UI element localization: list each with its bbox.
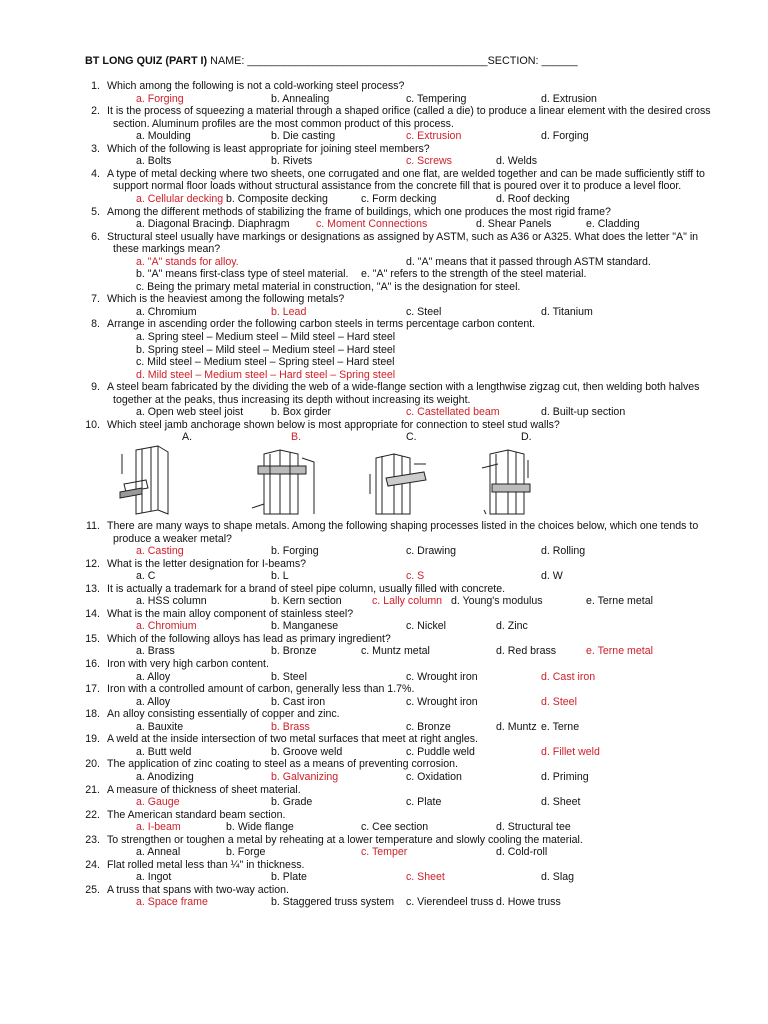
question-text: Which steel jamb anchorage shown below is most appropriate for connection to steel stud walls? bbox=[107, 418, 560, 431]
answer-option[interactable]: c. Muntz metal bbox=[361, 645, 430, 658]
question-text: produce a weaker metal? bbox=[113, 532, 232, 545]
question-text: It is the process of squeezing a material through a shaped orifice (called a die) to produce a linear element with the desired cross bbox=[107, 105, 711, 118]
question-text: The American standard beam section. bbox=[107, 808, 286, 821]
answer-option[interactable]: c. Wrought iron bbox=[406, 670, 478, 683]
answer-option[interactable]: d. Priming bbox=[541, 770, 589, 783]
figure-choice-label[interactable]: C. bbox=[406, 431, 417, 444]
question-text: section. Aluminum profiles are the most common product of this process. bbox=[113, 117, 454, 130]
answer-option[interactable]: c. S bbox=[406, 570, 425, 583]
answer-option[interactable]: c. Oxidation bbox=[406, 770, 462, 783]
answer-option[interactable]: d. Fillet weld bbox=[541, 745, 600, 758]
answer-option[interactable]: a. Space frame bbox=[136, 896, 208, 909]
answer-option[interactable]: c. Plate bbox=[406, 796, 442, 809]
question-number: 16. bbox=[85, 658, 100, 670]
answer-option[interactable]: b. Cast iron bbox=[271, 695, 326, 708]
question-text: An alloy consisting essentially of copper and zinc. bbox=[107, 708, 340, 721]
answer-option[interactable]: c. Mild steel – Medium steel – Spring steel – Hard steel bbox=[136, 356, 395, 369]
question-number: 13. bbox=[85, 582, 100, 595]
question-text: Which among the following is not a cold-working steel process? bbox=[107, 80, 405, 92]
answer-option[interactable]: c. Moment Connections bbox=[316, 218, 428, 231]
answer-option[interactable]: a. Anodizing bbox=[136, 770, 194, 783]
answer-option[interactable]: e. Terne metal bbox=[586, 595, 653, 608]
answer-option[interactable]: a. Bolts bbox=[136, 155, 172, 168]
answer-option[interactable]: d. Extrusion bbox=[541, 92, 597, 105]
answer-option[interactable]: b. Grade bbox=[271, 796, 313, 809]
answer-option[interactable]: b. Steel bbox=[271, 670, 307, 683]
answer-option[interactable]: d. Shear Panels bbox=[476, 218, 552, 231]
question-text: The application of zinc coating to steel as a means of preventing corrosion. bbox=[107, 758, 458, 771]
answer-option[interactable]: d. Structural tee bbox=[496, 821, 571, 834]
answer-option[interactable]: c. Lally column bbox=[372, 595, 443, 608]
question-text: What is the main alloy component of stainless steel? bbox=[107, 607, 354, 620]
answer-option[interactable]: a. Chromium bbox=[136, 305, 197, 318]
answer-option[interactable]: a. Moulding bbox=[136, 130, 191, 143]
answer-option[interactable]: c. Bronze bbox=[406, 720, 451, 733]
answer-option[interactable]: b. "A" means first-class type of steel material. bbox=[136, 268, 349, 281]
jamb-figure-b bbox=[250, 444, 318, 516]
answer-option[interactable]: b. Groove weld bbox=[271, 745, 343, 758]
answer-option[interactable]: e. "A" refers to the strength of the steel material. bbox=[361, 268, 587, 281]
answer-option[interactable]: a. Alloy bbox=[136, 670, 171, 683]
jamb-figure-c bbox=[366, 444, 434, 516]
question-text: Among the different methods of stabilizing the frame of buildings, which one produces the most rigid frame? bbox=[107, 205, 611, 218]
answer-option[interactable]: e. Cladding bbox=[586, 218, 640, 231]
section-label: SECTION: bbox=[487, 55, 539, 67]
answer-option[interactable]: c. Vierendeel truss bbox=[406, 896, 494, 909]
answer-option[interactable]: a. Bauxite bbox=[136, 720, 184, 733]
answer-option[interactable]: c. Being the primary metal material in construction, "A" is the designation for steel. bbox=[136, 280, 521, 293]
figure-choice-label[interactable]: A. bbox=[182, 431, 193, 444]
answer-option[interactable]: a. HSS column bbox=[136, 595, 207, 608]
answer-option[interactable]: a. Forging bbox=[136, 92, 184, 105]
question-number: 6. bbox=[91, 230, 100, 243]
question-text: Arrange in ascending order the following carbon steels in terms percentage carbon content. bbox=[107, 318, 536, 331]
answer-option[interactable]: b. Die casting bbox=[271, 130, 336, 143]
question-number: 17. bbox=[85, 683, 100, 696]
answer-option[interactable]: b. Manganese bbox=[271, 620, 339, 633]
answer-option[interactable]: d. Muntz bbox=[496, 720, 537, 733]
answer-option[interactable]: b. Forging bbox=[271, 545, 319, 558]
answer-option[interactable]: b. Galvanizing bbox=[271, 770, 339, 783]
question-text: support normal floor loads without structural assistance from the concrete fill that is poured over it to produce a level floor. bbox=[113, 180, 682, 193]
figure-choice-label[interactable]: B. bbox=[291, 431, 302, 444]
answer-option[interactable]: a. Brass bbox=[136, 645, 175, 658]
question-number: 22. bbox=[85, 808, 100, 821]
question-text: Iron with a controlled amount of carbon, generally less than 1.7%. bbox=[107, 683, 415, 696]
answer-option[interactable]: d. Zinc bbox=[496, 620, 528, 633]
answer-option[interactable]: c. Temper bbox=[361, 846, 408, 859]
answer-option[interactable]: d. Forging bbox=[541, 130, 589, 143]
question-number: 4. bbox=[91, 167, 100, 180]
answer-option[interactable]: b. Bronze bbox=[271, 645, 317, 658]
figure-choice-label[interactable]: D. bbox=[521, 431, 532, 444]
question-number: 7. bbox=[91, 293, 100, 306]
question-number: 20. bbox=[85, 758, 100, 771]
section-blank: ______ bbox=[541, 55, 578, 67]
question-number: 12. bbox=[85, 557, 100, 570]
question-text: Iron with very high carbon content. bbox=[107, 658, 269, 670]
answer-option[interactable]: a. Casting bbox=[136, 545, 184, 558]
answer-option[interactable]: b. Diaphragm bbox=[226, 218, 290, 231]
answer-option[interactable]: a. Anneal bbox=[136, 846, 181, 859]
question-number: 19. bbox=[85, 733, 100, 746]
answer-option[interactable]: b. Kern section bbox=[271, 595, 342, 608]
answer-option[interactable]: a. Gauge bbox=[136, 796, 180, 809]
question-text: To strengthen or toughen a metal by reheating at a lower temperature and slowly cooling the material. bbox=[107, 833, 583, 846]
answer-option[interactable]: b. Brass bbox=[271, 720, 310, 733]
answer-option[interactable]: a. Spring steel – Medium steel – Mild steel – Hard steel bbox=[136, 331, 396, 343]
question-text: A truss that spans with two-way action. bbox=[107, 883, 289, 896]
answer-option[interactable]: c. Castellated beam bbox=[406, 406, 500, 419]
answer-option[interactable]: c. Form decking bbox=[361, 192, 437, 205]
question-number: 8. bbox=[91, 318, 100, 331]
answer-option[interactable]: b. Annealing bbox=[271, 92, 330, 105]
question-number: 24. bbox=[85, 858, 100, 871]
question-text: It is actually a trademark for a brand of steel pipe column, usually filled with concrete. bbox=[107, 582, 506, 595]
jamb-figure-a bbox=[118, 444, 178, 516]
answer-option[interactable]: d. Slag bbox=[541, 871, 574, 884]
question-text: these markings mean? bbox=[113, 243, 221, 256]
answer-option[interactable]: e. Terne bbox=[541, 720, 580, 733]
question-number: 10. bbox=[85, 418, 100, 431]
answer-option[interactable]: b. Rivets bbox=[271, 155, 313, 168]
answer-option[interactable]: d. Rolling bbox=[541, 545, 586, 558]
answer-option[interactable]: d. Built-up section bbox=[541, 406, 626, 419]
question-number: 2. bbox=[91, 105, 100, 118]
answer-option[interactable]: a. Butt weld bbox=[136, 745, 192, 758]
quiz-title: BT LONG QUIZ (PART I) bbox=[85, 55, 208, 67]
answer-option[interactable]: d. Howe truss bbox=[496, 896, 561, 909]
answer-option[interactable]: b. Box girder bbox=[271, 406, 332, 419]
answer-option[interactable]: c. Puddle weld bbox=[406, 745, 475, 758]
answer-option[interactable]: c. Sheet bbox=[406, 871, 445, 884]
answer-option[interactable]: a. I-beam bbox=[136, 821, 181, 834]
question-text: There are many ways to shape metals. Among the following shaping processes listed in the choices below, which one tends to bbox=[107, 519, 699, 532]
question-number: 23. bbox=[85, 833, 100, 846]
answer-option[interactable]: d. Steel bbox=[541, 695, 577, 708]
answer-option[interactable]: a. Open web steel joist bbox=[136, 406, 244, 419]
answer-option[interactable]: d. W bbox=[541, 570, 563, 583]
answer-option[interactable]: e. Terne metal bbox=[586, 645, 653, 658]
question-number: 25. bbox=[85, 883, 100, 896]
answer-option[interactable]: a. Cellular decking bbox=[136, 192, 224, 205]
question-number: 21. bbox=[85, 783, 100, 796]
answer-option[interactable]: c. Cee section bbox=[361, 821, 429, 834]
answer-option[interactable]: b. L bbox=[271, 570, 289, 583]
answer-option[interactable]: d. Young's modulus bbox=[451, 595, 543, 608]
answer-option[interactable]: b. Spring steel – Mild steel – Medium steel – Hard steel bbox=[136, 343, 396, 356]
jamb-figure-d bbox=[478, 444, 546, 516]
question-text: Structural steel usually have markings or designations as assigned by ASTM, such as A36 or A325. What does the letter "A" in bbox=[107, 230, 699, 243]
question-number: 11. bbox=[86, 519, 100, 532]
answer-option[interactable]: a. "A" stands for alloy. bbox=[136, 255, 239, 268]
answer-option[interactable]: a. Diagonal Bracing bbox=[136, 218, 229, 231]
question-number: 18. bbox=[85, 708, 100, 721]
question-text: Which of the following is least appropriate for joining steel members? bbox=[107, 142, 430, 155]
answer-option[interactable]: d. "A" means that it passed through ASTM standard. bbox=[406, 255, 651, 268]
jamb-anchorage-figures bbox=[118, 444, 568, 516]
answer-option[interactable]: a. C bbox=[136, 570, 156, 583]
question-text: A measure of thickness of sheet material. bbox=[107, 783, 301, 796]
quiz-header bbox=[85, 55, 578, 67]
answer-option[interactable]: c. Extrusion bbox=[406, 130, 462, 143]
answer-option[interactable]: c. Tempering bbox=[406, 92, 467, 105]
answer-option[interactable]: c. Nickel bbox=[406, 620, 447, 633]
answer-option[interactable]: b. Composite decking bbox=[226, 192, 328, 205]
answer-option[interactable]: d. Welds bbox=[496, 155, 538, 168]
answer-option[interactable]: d. Roof decking bbox=[496, 192, 570, 205]
answer-option[interactable]: c. Wrought iron bbox=[406, 695, 478, 708]
answer-option[interactable]: d. Red brass bbox=[496, 645, 557, 658]
question-number: 14. bbox=[85, 607, 100, 620]
answer-option[interactable]: d. Titanium bbox=[541, 305, 593, 318]
question-number: 3. bbox=[91, 142, 100, 155]
name-label: NAME: bbox=[210, 55, 245, 67]
question-text: Which of the following alloys has lead as primary ingredient? bbox=[107, 632, 391, 645]
question-text: Flat rolled metal less than ¼" in thickness. bbox=[107, 858, 305, 871]
answer-option[interactable]: d. Sheet bbox=[541, 796, 581, 809]
answer-option[interactable]: b. Plate bbox=[271, 871, 307, 884]
answer-option[interactable]: b. Wide flange bbox=[226, 821, 294, 834]
question-number: 1. bbox=[91, 80, 100, 92]
question-text: Which is the heaviest among the following metals? bbox=[107, 293, 345, 306]
answer-option[interactable]: d. Cast iron bbox=[541, 670, 596, 683]
answer-option[interactable]: a. Ingot bbox=[136, 871, 172, 884]
answer-option[interactable]: b. Staggered truss system bbox=[271, 896, 395, 909]
question-text: A steel beam fabricated by the dividing the web of a wide-flange section with a lengthwise zigzag cut, then welding both halves bbox=[107, 381, 700, 394]
answer-option[interactable]: c. Drawing bbox=[406, 545, 457, 558]
question-text: A weld at the inside intersection of two metal surfaces that meet at right angles. bbox=[107, 733, 478, 746]
question-text: What is the letter designation for I-beams? bbox=[107, 557, 307, 570]
answer-option[interactable]: a. Chromium bbox=[136, 620, 197, 633]
answer-option[interactable]: b. Lead bbox=[271, 305, 307, 318]
name-blank: ________________________________________ bbox=[247, 55, 488, 67]
answer-option[interactable]: a. Alloy bbox=[136, 695, 171, 708]
question-number: 9. bbox=[91, 381, 100, 394]
answer-option[interactable]: c. Steel bbox=[406, 305, 442, 318]
answer-option[interactable]: c. Screws bbox=[406, 155, 452, 168]
answer-option[interactable]: d. Mild steel – Medium steel – Hard steel – Spring steel bbox=[136, 368, 396, 381]
answer-option[interactable]: b. Forge bbox=[226, 846, 266, 859]
question-number: 15. bbox=[85, 632, 100, 645]
question-text: together at the peaks, thus increasing its depth without increasing its weight. bbox=[113, 393, 471, 406]
question-number: 5. bbox=[91, 205, 100, 218]
answer-option[interactable]: d. Cold-roll bbox=[496, 846, 548, 859]
question-text: A type of metal decking where two sheets, one corrugated and one flat, are welded together and can be made sufficiently stiff to bbox=[107, 167, 705, 180]
